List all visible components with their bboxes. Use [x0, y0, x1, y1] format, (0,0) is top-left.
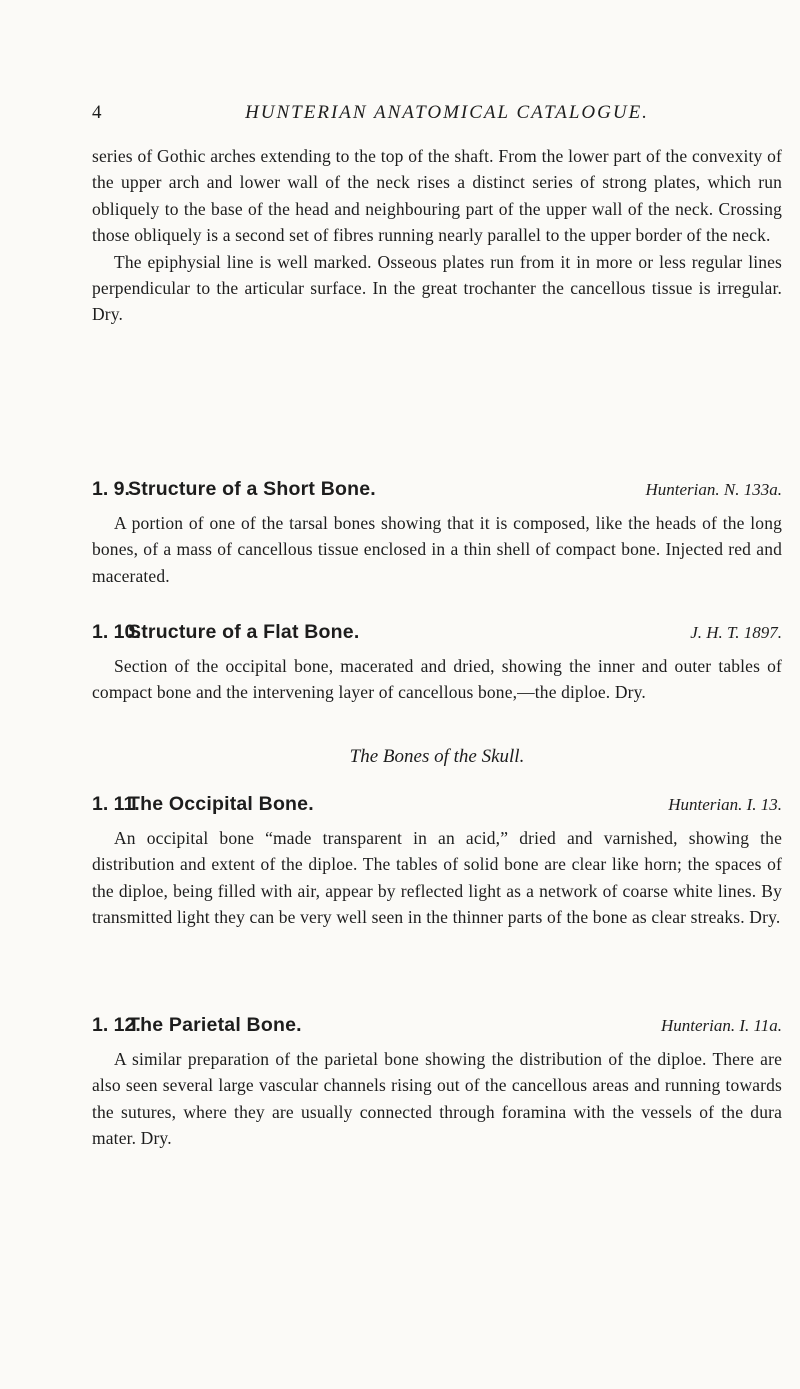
running-head: [92, 100, 782, 128]
continued-paragraph: series of Gothic arches extending to the top of the shaft. From the lower part of the convexity of the upper arch and lower wall of the neck rises a distinct series of strong plates, which run obliquely to the base of the head and neighbouring part of the upper wall of the neck. Crossing those obliquely is a second set of fibres running nearly parallel to the upper border of the neck.: [92, 146, 782, 246]
page-number: 4: [92, 102, 102, 123]
entry-reference: J. H. T. 1897.: [690, 623, 782, 642]
section-heading: The Bones of the Skull.: [349, 746, 525, 767]
entry-reference: Hunterian. I. 11a.: [660, 1016, 782, 1035]
continued-text: [92, 143, 782, 328]
entry-reference: Hunterian. N. 133a.: [645, 480, 782, 499]
entry-header: [92, 621, 782, 653]
running-title: HUNTERIAN ANATOMICAL CATALOGUE.: [245, 102, 649, 123]
entry-header: [92, 478, 782, 510]
catalogue-entry: [92, 1014, 782, 1152]
catalogue-entry: [92, 478, 782, 589]
entry-reference: Hunterian. I. 13.: [668, 795, 782, 814]
catalogue-entry: [92, 793, 782, 931]
entry-number: 1. 11.: [92, 793, 140, 815]
entry-description: Section of the occipital bone, macerated and dried, showing the inner and outer tables of compact bone and the intervening layer of cancellous bone,—the diploe. Dry.: [92, 656, 782, 703]
entry-title: The Parietal Bone.: [128, 1014, 302, 1036]
entry-header: [92, 793, 782, 825]
catalogue-entry: [92, 621, 782, 706]
entry-title: The Occipital Bone.: [128, 793, 314, 815]
entry-number: 1. 10.: [92, 621, 141, 643]
entry-title: Structure of a Short Bone.: [128, 478, 376, 500]
entry-number: 1. 9.: [92, 478, 130, 500]
entry-description: A similar preparation of the parietal bone showing the distribution of the diploe. There are also seen several large vascular channels rising out of the cancellous areas and running towards the sutures, where they are usually connected through foramina with the vessels of the dura mater. Dry.: [92, 1049, 782, 1149]
continued-paragraph: The epiphysial line is well marked. Osseous plates run from it in more or less regular lines perpendicular to the articular surface. In the great trochanter the cancellous tissue is irregular. Dry.: [92, 251, 782, 325]
entry-header: [92, 1014, 782, 1046]
entry-description: An occipital bone “made transparent in an acid,” dried and varnished, showing the distribution and extent of the diploe. The tables of solid bone are clear like horn; the spaces of the diploe, being filled with air, appear by reflected light as a network of coarse white lines. By transmitted light they can be very well seen in the thinner parts of the bone as clear streaks. Dry.: [92, 828, 782, 928]
entry-title: Structure of a Flat Bone.: [128, 621, 360, 643]
entry-description: A portion of one of the tarsal bones showing that it is composed, like the heads of the long bones, of a mass of cancellous tissue enclosed in a thin shell of compact bone. Injected red and macerated.: [92, 513, 782, 586]
entry-number: 1. 12.: [92, 1014, 141, 1036]
